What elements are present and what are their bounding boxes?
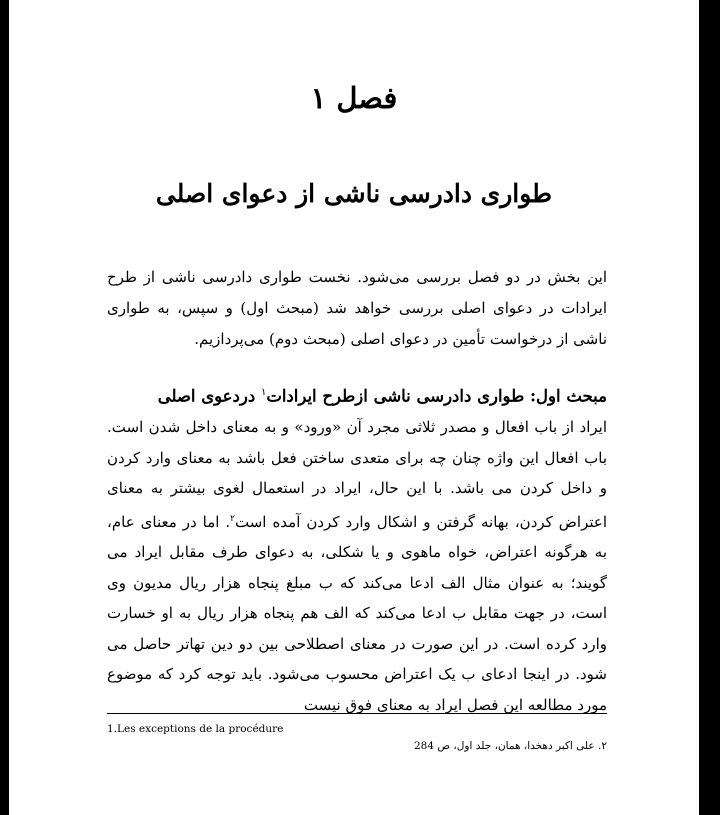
footnote-ref-2: ۲ — [230, 513, 235, 524]
footnote-divider — [107, 713, 607, 714]
footnote-1: 1.Les exceptions de la procédure — [107, 723, 284, 735]
body-paragraph — [107, 412, 607, 720]
footnote-2: ۲. علی اکبر دهخدا، همان، جلد اول، ص 284 — [414, 740, 607, 752]
intro-paragraph: این بخش در دو فصل بررسی می‌شود. نخست طواری دادرسی ناشی از طرح ایرادات در دعوای اصلی بررسی خواهد شد (مبحث اول) و سپس، به طواری ناشی از درخواست تأمین در دعوای اصلی (مبحث دوم) می‌پردازیم. — [107, 268, 607, 348]
subsection-title-suffix: دردعوی اصلی — [157, 386, 261, 406]
chapter-title: فصل ۱ — [310, 81, 398, 115]
subsection-title: مبحث اول: طواری دادرسی ناشی ازطرح ایرادات — [266, 386, 607, 406]
body-text-part1: ایراد از باب افعال و مصدر ثلاثی مجرد آن «ورود» و به معنای داخل شدن است. باب افعال این واژه چنان چه برای متعدی ساختن فعل باشد به معنای وارد کردن و داخل کردن می باشد. با این حال، ایراد در استعمال لغوی بیشتر به معنای اعتراض کردن، بهانه گرفتن و اشکال وارد کردن آمده است — [107, 418, 608, 531]
body-text-part2: . اما در معنای عام، به هرگونه اعتراض، خواه ماهوی و یا شکلی، به دعوای طرف مقابل ایراد می گویند؛ به عنوان مثال الف ادعا می‌کند که ب مبلغ پنجاه هزار ریال مدیون وی است، در جهت مقابل ب ادعا می‌کند که الف هم پنجاه هزار ریال به او خسارت وارد کرده است. در این صورت در معنای اصطلاحی بین دو دین تهاتر حاصل می شود. در اینجا ادعای ب یک اعتراض محسوب می‌شود. باید توجه کرد که موضوع مورد مطالعه این فصل ایراد به معنای فوق نیست — [107, 512, 607, 714]
document-page — [9, 0, 699, 815]
section-title: طواری دادرسی ناشی از دعوای اصلی — [155, 179, 553, 208]
footnote-ref-1: ۱ — [260, 387, 267, 398]
subsection-heading — [107, 378, 607, 412]
